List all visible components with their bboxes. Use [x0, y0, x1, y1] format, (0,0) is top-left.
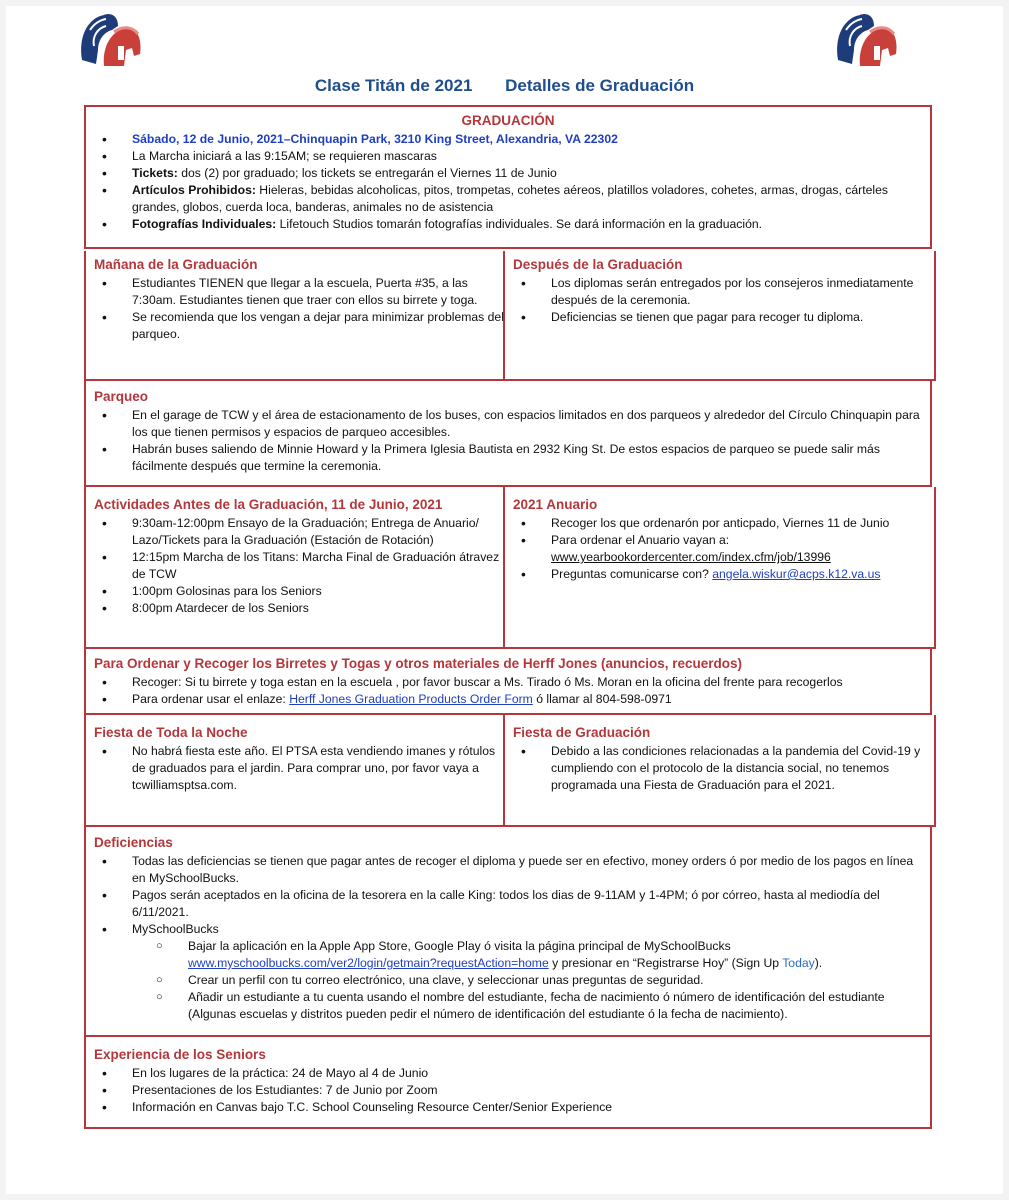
list-item: • MySchoolBucks ○ Bajar la aplicación en la Apple App Store, Google Play ó visita la página principal de MySchoolBucks www.myschoolbucks.com/ver2/login/getmain?requestAction=home y presionar en “Registrarse Hoy” (Sign Up Today). ○ Crear un perfil con tu correo electrónico, una clave, y seleccionar unas preguntas de seguridad. ○ Añadir un estudiante a tu cuenta usando el nombre del estudiante, fecha de nacimiento ó número de identificación del estudiante (Algunas escuelas y distritos pueden pedir el número de identificación del estudiante ó la fecha de nacimiento). — [132, 921, 922, 1023]
list-item: • No habrá fiesta este año. El PTSA esta vendiendo imanes y rótulos de graduados para el jardin. Para comprar uno, por favor vaya a tcwilliamsptsa.com. — [132, 743, 511, 794]
section-graduacion — [84, 105, 932, 249]
seniors-title: Experiencia de los Seniors — [94, 1047, 266, 1062]
section-row-manana-despues — [84, 251, 936, 381]
sub-list-item: ○ Añadir un estudiante a tu cuenta usando el nombre del estudiante, fecha de nacimiento ó número de identificación del estudiante (Algunas escuelas y distritos pueden pedir el número de identificación del estudiante ó la fecha de nacimiento). — [188, 989, 922, 1023]
list-item: • Se recomienda que los vengan a dejar para minimizar problemas del parqueo. — [132, 309, 511, 343]
list-item: • 8:00pm Atardecer de los Seniors — [132, 600, 511, 617]
list-item: • 12:15pm Marcha de los Titans: Marcha Final de Graduación átravez de TCW — [132, 549, 511, 583]
title-details: Detalles de Graduación — [505, 76, 695, 95]
section-row-actividades-anuario — [84, 487, 936, 649]
list-item: • Deficiencias se tienen que pagar para recoger tu diploma. — [551, 309, 926, 326]
herff-title: Para Ordenar y Recoger los Birretes y Togas y otros materiales de Herff Jones (anuncios, recuerdos) — [94, 656, 742, 671]
list-item: • Sábado, 12 de Junio, 2021–Chinquapin Park, 3210 King Street, Alexandria, VA 22302 — [132, 131, 922, 148]
list-item: • Estudiantes TIENEN que llegar a la escuela, Puerta #35, a las 7:30am. Estudiantes tienen que traer con ellos su birrete y toga. — [132, 275, 511, 309]
list-item: • Pagos serán aceptados en la oficina de la tesorera en la calle King: todos los dias de 9-11AM y 1-4PM; ó por córreo, hasta al mediodía del 6/11/2021. — [132, 887, 922, 921]
section-manana — [86, 251, 519, 379]
list-item: • Los diplomas serán entregados por los consejeros inmediatamente después de la ceremonia. — [551, 275, 926, 309]
list-item: • Todas las deficiencias se tienen que pagar antes de recoger el diploma y puede ser en efectivo, money orders ó por medio de los pagos en línea en MySchoolBucks. — [132, 853, 922, 887]
section-anuario — [503, 487, 934, 647]
list-item: • 1:00pm Golosinas para los Seniors — [132, 583, 511, 600]
section-fiesta-noche — [86, 715, 519, 825]
section-despues — [503, 251, 934, 379]
section-fiesta-graduacion — [503, 715, 934, 825]
list-item: • Debido a las condiciones relacionadas a la pandemia del Covid-19 y cumpliendo con el protocolo de la distancia social, no tenemos programada una Fiesta de Graduación para el 2021. — [551, 743, 926, 794]
parqueo-title: Parqueo — [94, 389, 149, 404]
section-deficiencias — [84, 825, 932, 1037]
list-item: • Para ordenar usar el enlaze: Herff Jones Graduation Products Order Form ó llamar al 804-598-0971 — [132, 691, 922, 708]
fiesta-noche-title: Fiesta de Toda la Noche — [94, 725, 248, 740]
list-item: • Presentaciones de los Estudiantes: 7 de Junio por Zoom — [132, 1082, 922, 1099]
list-item: • Fotografías Individuales: Lifetouch Studios tomarán fotografías individuales. Se dará información en la graduación. — [132, 216, 922, 233]
sub-list-item: ○ Crear un perfil con tu correo electrónico, una clave, y seleccionar unas preguntas de seguridad. — [188, 972, 922, 989]
section-seniors — [84, 1037, 932, 1129]
deficiencias-title: Deficiencias — [94, 835, 173, 850]
section-parqueo — [84, 379, 932, 487]
section-actividades — [86, 487, 519, 647]
email-link[interactable]: angela.wiskur@acps.k12.va.us — [712, 567, 881, 581]
list-item: • Tickets: dos (2) por graduado; los tickets se entregarán el Viernes 11 de Junio — [132, 165, 922, 182]
actividades-title: Actividades Antes de la Graduación, 11 de Junio, 2021 — [94, 497, 443, 512]
list-item: • En el garage de TCW y el área de estacionamento de los buses, con espacios limitados en dos parqueos y alrededor del Círculo Chinquapin para los que tienen permisos y espacios de parqueo accesibles. — [132, 407, 922, 441]
list-item: • En los lugares de la práctica: 24 de Mayo al 4 de Junio — [132, 1065, 922, 1082]
titan-helmet-logo-left — [74, 6, 144, 78]
graduacion-title: GRADUACIÓN — [461, 113, 555, 128]
page-title — [0, 76, 1009, 96]
sub-list-item: ○ Bajar la aplicación en la Apple App Store, Google Play ó visita la página principal de MySchoolBucks www.myschoolbucks.com/ver2/login/getmain?requestAction=home y presionar en “Registrarse Hoy” (Sign Up Today). — [188, 938, 922, 972]
section-herff-jones — [84, 647, 932, 715]
titan-helmet-logo-right — [830, 6, 900, 78]
fiesta-grad-title: Fiesta de Graduación — [513, 725, 651, 740]
list-item: • Información en Canvas bajo T.C. School Counseling Resource Center/Senior Experience — [132, 1099, 922, 1116]
list-item: • La Marcha iniciará a las 9:15AM; se requieren mascaras — [132, 148, 922, 165]
list-item: • Recoger: Si tu birrete y toga estan en la escuela , por favor buscar a Ms. Tirado ó Ms. Moran en la oficina del frente para recogerlos — [132, 674, 922, 691]
list-item: • Para ordenar el Anuario vayan a: www.yearbookordercenter.com/index.cfm/job/13996 — [551, 532, 926, 566]
despues-title: Después de la Graduación — [513, 257, 683, 272]
title-class: Clase Titán de 2021 — [314, 76, 473, 95]
list-item: • Preguntas comunicarse con? angela.wiskur@acps.k12.va.us — [551, 566, 926, 583]
graduacion-list — [94, 131, 922, 233]
manana-title: Mañana de la Graduación — [94, 257, 258, 272]
anuario-title: 2021 Anuario — [513, 497, 598, 512]
list-item: • Artículos Prohibidos: Hieleras, bebidas alcoholicas, pitos, trompetas, cohetes aéreos, platillos voladores, cohetes, armas, drogas, cárteles grandes, globos, cuerda loca, banderas, animales no de asistencia — [132, 182, 922, 216]
list-item: • 9:30am-12:00pm Ensayo de la Graduación; Entrega de Anuario/ Lazo/Tickets para la Graduación (Estación de Rotación) — [132, 515, 511, 549]
myschoolbucks-link[interactable]: www.myschoolbucks.com/ver2/login/getmain?requestAction=home — [188, 956, 549, 970]
list-item: • Habrán buses saliendo de Minnie Howard y la Primera Iglesia Bautista en 2932 King St. De estos espacios de parqueo se puede salir más fácilmente después que termine la ceremonia. — [132, 441, 922, 475]
list-item: • Recoger los que ordenarón por anticpado, Viernes 11 de Junio — [551, 515, 926, 532]
herff-order-form-link[interactable]: Herff Jones Graduation Products Order Form — [289, 692, 533, 706]
yearbook-link[interactable]: www.yearbookordercenter.com/index.cfm/job/13996 — [551, 550, 831, 564]
section-row-fiestas — [84, 715, 936, 827]
